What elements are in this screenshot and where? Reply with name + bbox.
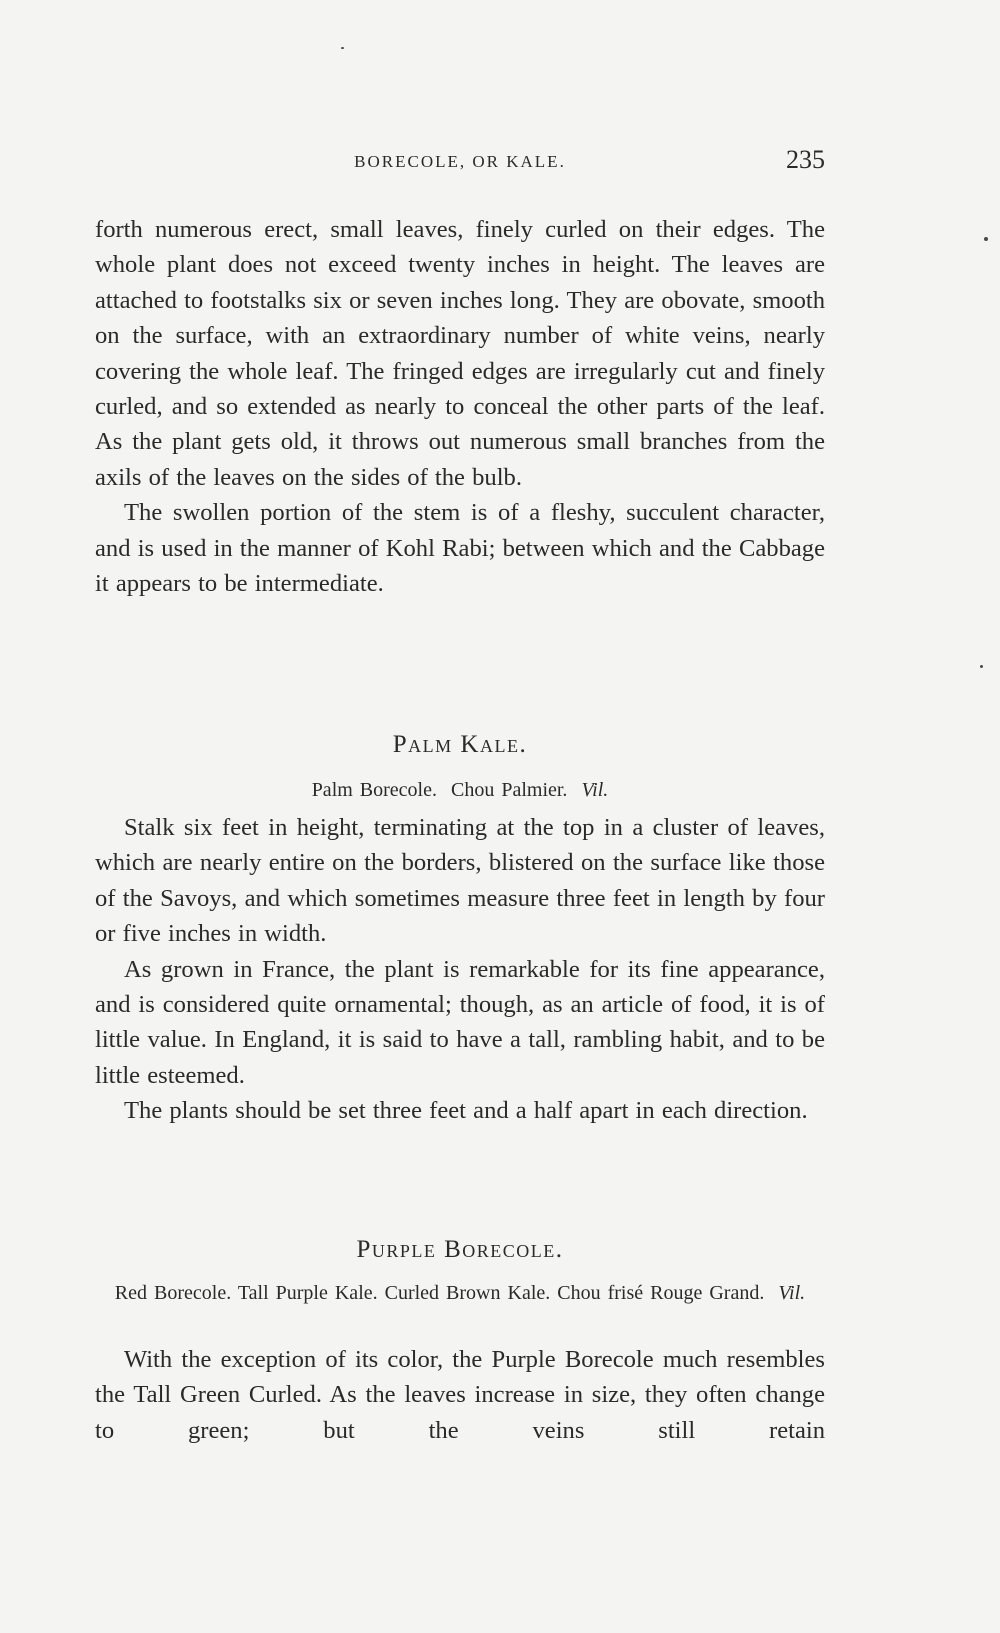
print-speck <box>341 47 344 49</box>
running-head <box>95 145 825 175</box>
synonyms: Palm Borecole. Chou Palmier. <box>311 779 568 801</box>
source-abbreviation: Vil. <box>778 1282 806 1304</box>
print-speck <box>980 665 983 668</box>
running-title: BORECOLE, OR KALE. <box>354 152 566 171</box>
synonyms-line <box>95 1279 825 1308</box>
paragraph: The swollen portion of the stem is of a fleshy, succulent character, and is used in the manner of Kohl Rabi; between which and the Cabbage it appears to be intermediate. <box>95 499 825 598</box>
paragraph: Stalk six feet in height, terminating at the top in a cluster of leaves, which are nearly entire on the borders, blistered on the surface like those of the Savoys, and which sometimes measure three feet in length by four or five inches in width. <box>95 814 825 948</box>
page-number: 235 <box>786 145 825 174</box>
paragraph: As grown in France, the plant is remarkable for its fine appearance, and is considered quite ornamental; though, as an article of food, it is of little value. In England, it is said to have a tall, rambling habit, and to be little esteemed. <box>95 955 825 1089</box>
synonyms: Red Borecole. Tall Purple Kale. Curled Brown Kale. Chou frisé Rouge Grand. <box>114 1282 765 1304</box>
purple-borecole-text <box>95 1342 825 1448</box>
print-speck <box>984 237 988 241</box>
purple-borecole-synonyms-block <box>95 1279 825 1308</box>
palm-kale-synonyms-block <box>95 776 825 805</box>
paragraph: The plants should be set three feet and a half apart in each direction. <box>124 1097 808 1125</box>
intro-section <box>95 212 825 601</box>
section-heading: Purple Borecole. <box>356 1236 564 1263</box>
purple-borecole-section <box>95 1236 825 1264</box>
palm-kale-section <box>95 731 825 759</box>
section-heading: Palm Kale. <box>392 731 528 758</box>
paragraph: With the exception of its color, the Purple Borecole much resembles the Tall Green Curled. As the leaves increase in size, they often change to green; but the veins still retain <box>95 1346 825 1444</box>
source-abbreviation: Vil. <box>581 779 609 801</box>
paragraph: forth numerous erect, small leaves, finely curled on their edges. The whole plant does not exceed twenty inches in height. The leaves are attached to footstalks six or seven inches long. They are obovate, smooth on the surface, with an extraordinary number of white veins, nearly covering the whole leaf. The fringed edges are irregularly cut and finely curled, and so extended as nearly to conceal the other parts of the leaf. As the plant gets old, it throws out numerous small branches from the axils of the leaves on the sides of the bulb. <box>95 216 825 491</box>
palm-kale-text <box>95 810 825 1129</box>
synonyms-line <box>95 776 825 805</box>
